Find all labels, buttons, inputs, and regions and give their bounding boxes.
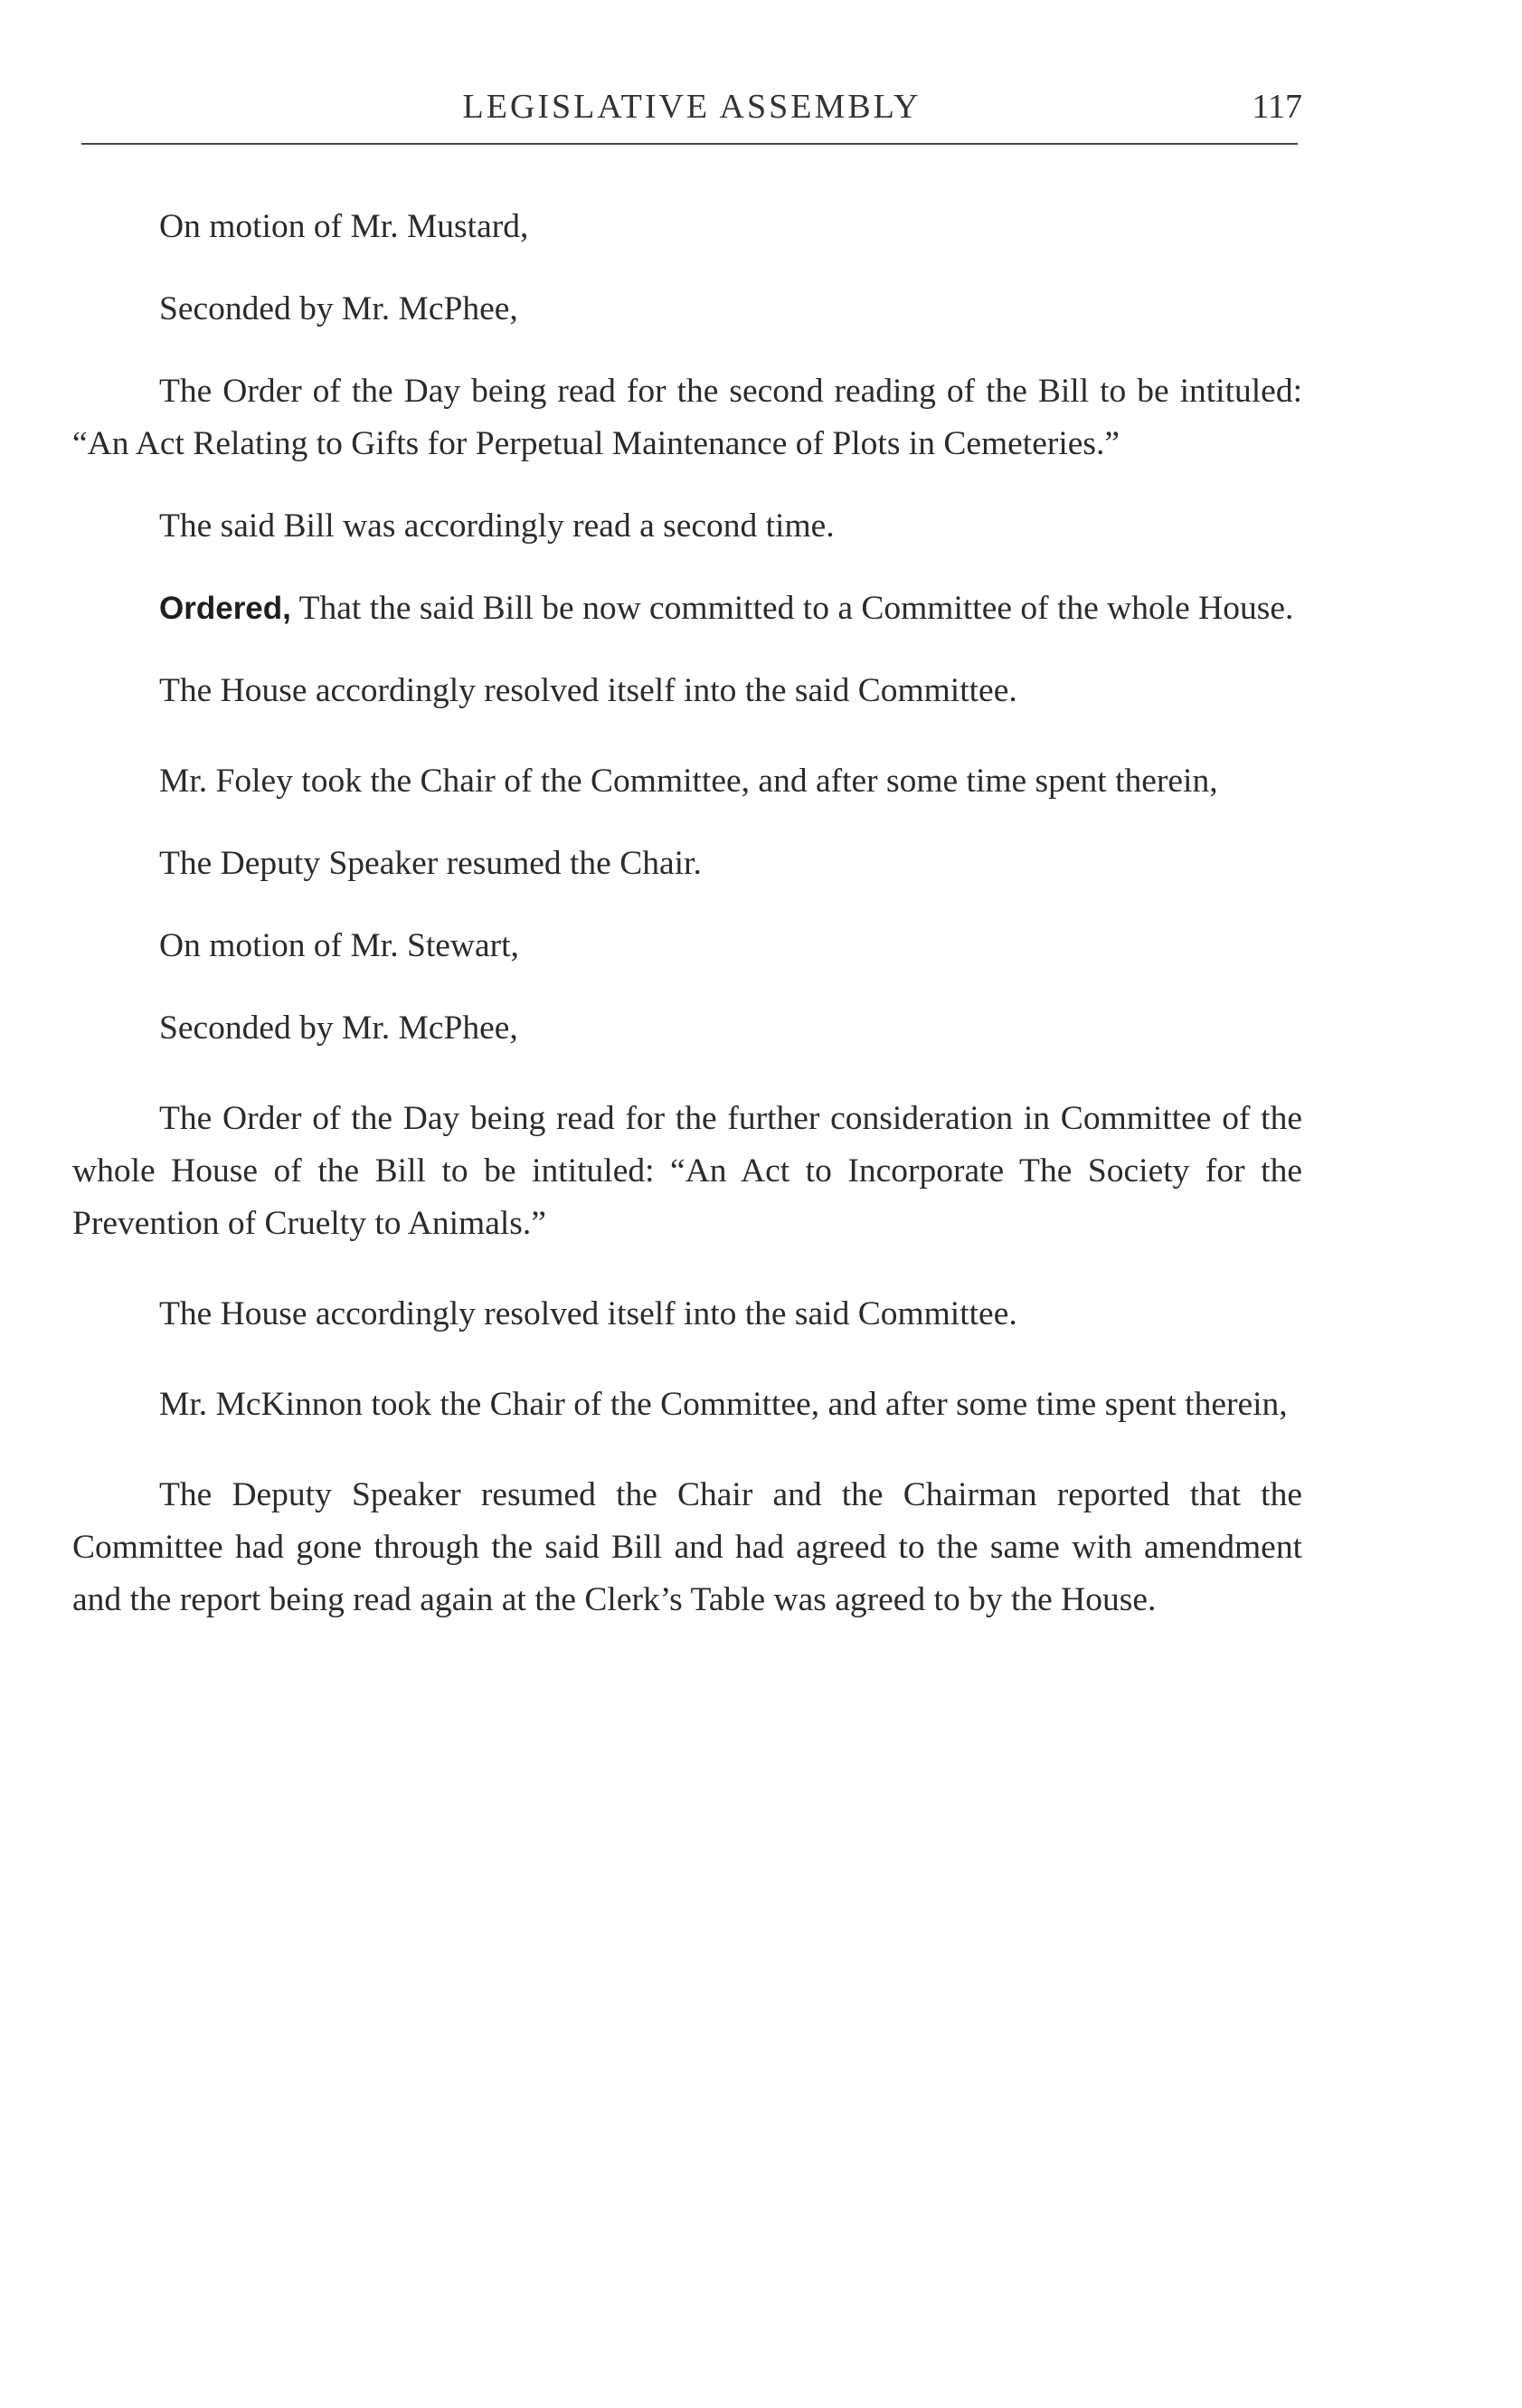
paragraph-chair-1: Mr. Foley took the Chair of the Committee, and after some time spent therein, bbox=[159, 763, 1218, 800]
paragraph-house-resolved-2: The House accordingly resolved itself into the said Committee. bbox=[159, 1295, 1017, 1332]
paragraph-second-reading: The said Bill was accordingly read a second time. bbox=[159, 507, 835, 545]
paragraph-chair-2: Mr. McKinnon took the Chair of the Committee, and after some time spent therein, bbox=[159, 1386, 1288, 1423]
ordered-text: That the said Bill be now committed to a Committee of the whole House. bbox=[290, 590, 1294, 627]
paragraph-chairman-report: The Deputy Speaker resumed the Chair and the Chairman reported that the Committee had gone through the said Bill and had agreed to the same with amendment and the report being read again at the Clerk’s Table was agreed to by the House. bbox=[72, 1476, 1302, 1618]
paragraph-house-resolved-1: The House accordingly resolved itself into the said Committee. bbox=[159, 672, 1017, 709]
paragraph-motion-2: On motion of Mr. Stewart, bbox=[159, 927, 519, 964]
body-text bbox=[72, 201, 1302, 1656]
running-header bbox=[81, 87, 1302, 141]
paragraph-seconded-2: Seconded by Mr. McPhee, bbox=[159, 1010, 518, 1047]
paragraph-speaker-resumed-1: The Deputy Speaker resumed the Chair. bbox=[159, 845, 702, 882]
header-rule bbox=[81, 143, 1298, 145]
paragraph-order-of-day-1: The Order of the Day being read for the second reading of the Bill to be intituled: “An Act Relating to Gifts for Perpetual Maintenance of Plots in Cemeteries.” bbox=[72, 373, 1302, 462]
paragraph-motion-1: On motion of Mr. Mustard, bbox=[159, 208, 529, 245]
ordered-lead: Ordered, bbox=[159, 591, 291, 626]
paragraph-order-of-day-2: The Order of the Day being read for the further consideration in Committee of the whole House of the Bill to be intituled: “An Act to Incorporate The Society for the Prevention of Cruelty to Animals.” bbox=[72, 1100, 1302, 1242]
paragraph-seconded-1: Seconded by Mr. McPhee, bbox=[159, 290, 518, 327]
paragraph-ordered bbox=[72, 583, 1302, 635]
running-title: LEGISLATIVE ASSEMBLY bbox=[462, 88, 922, 126]
page-number: 117 bbox=[1252, 88, 1302, 126]
